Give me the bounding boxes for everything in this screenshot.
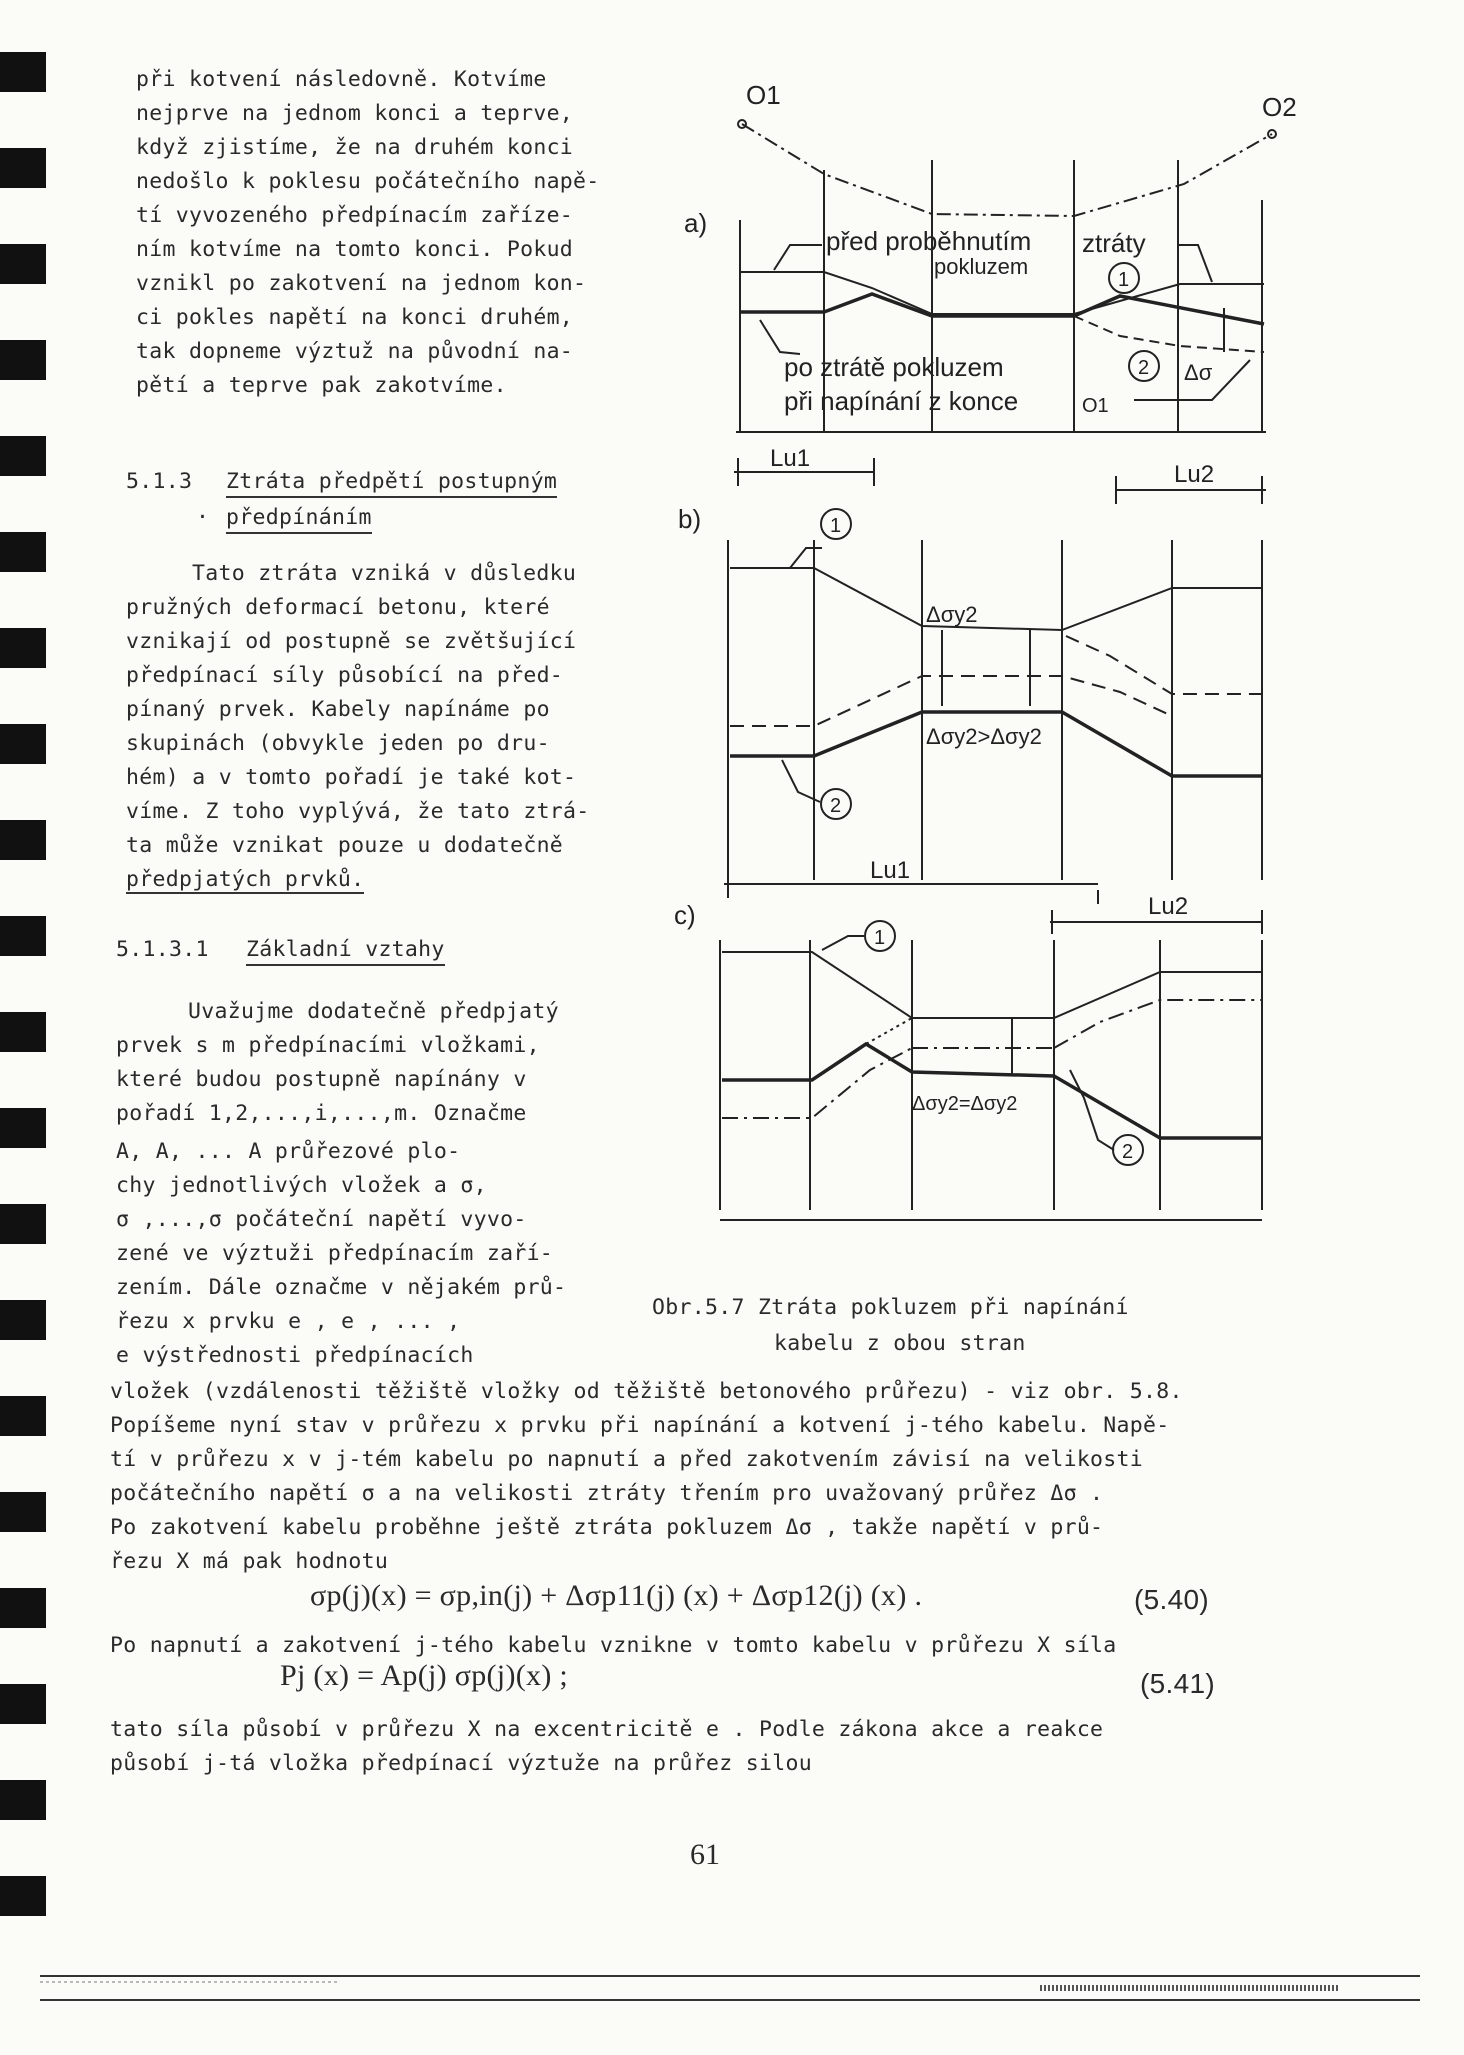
text-line: nedošlo k poklesu počátečního napě- bbox=[136, 169, 600, 194]
text-line: pružných deformací betonu, které bbox=[126, 595, 550, 620]
equation-5-41: Pj (x) = Ap(j) σp(j)(x) ; bbox=[280, 1659, 569, 1692]
text-line: nejprve na jednom konci a teprve, bbox=[136, 101, 574, 126]
text-line: e výstřednosti předpínacích bbox=[116, 1343, 474, 1368]
text-line: pořadí 1,2,...,i,...,m. Označme bbox=[116, 1101, 527, 1126]
circle-number: 2 bbox=[1138, 357, 1150, 379]
text-line: Po zakotvení kabelu proběhne ještě ztráta pokluzem Δσ , takže napětí v prů- bbox=[110, 1515, 1104, 1540]
text-line: řezu x prvku e , e , ... , bbox=[116, 1309, 461, 1334]
text-line: Po napnutí a zakotvení j-tého kabelu vznikne v tomto kabelu v průřezu X síla bbox=[110, 1633, 1117, 1658]
text-line: pínaný prvek. Kabely napínáme po bbox=[126, 697, 550, 722]
text-line: ta může vznikat pouze u dodatečně bbox=[126, 833, 564, 858]
text-line: Popíšeme nyní stav v průřezu x prvku při napínání a kotvení j-tého kabelu. Napě- bbox=[110, 1413, 1170, 1438]
text-line: tak dopneme výztuž na původní na- bbox=[136, 339, 574, 364]
text-line: σ ,...,σ počáteční napětí vyvo- bbox=[116, 1207, 527, 1232]
annotation: O1 bbox=[1082, 395, 1109, 417]
annotation: Δσ bbox=[1184, 360, 1213, 385]
text-line: Uvažujme dodatečně předpjatý bbox=[188, 999, 559, 1024]
text-line: předpínací síly působící na před- bbox=[126, 663, 564, 688]
section-title: předpínáním bbox=[226, 506, 372, 534]
node-label: O2 bbox=[1262, 92, 1297, 122]
text-line: které budou postupně napínány v bbox=[116, 1067, 527, 1092]
section-title: Základní vztahy bbox=[246, 938, 445, 966]
figure-5-7 bbox=[660, 60, 1310, 1240]
text-line: vznikl po zakotvení na jednom kon- bbox=[136, 271, 587, 296]
scan-noise-strip bbox=[40, 1970, 1440, 2004]
annotation: při napínání z konce bbox=[784, 386, 1019, 416]
annotation: po ztrátě pokluzem bbox=[784, 352, 1004, 382]
panel-label: a) bbox=[684, 208, 708, 238]
dimension-label: Lu1 bbox=[870, 857, 911, 884]
text-line: působí j-tá vložka předpínací výztuže na průřez silou bbox=[110, 1751, 812, 1776]
dimension-label: Lu2 bbox=[1148, 893, 1189, 920]
text-line: při kotvení následovně. Kotvíme bbox=[136, 67, 547, 92]
equation-number: (5.40) bbox=[1134, 1584, 1209, 1615]
text-line: Tato ztráta vzniká v důsledku bbox=[192, 561, 577, 586]
text-line: tí vyvozeného předpínacím zaříze- bbox=[136, 203, 574, 228]
text-line: zením. Dále označme v nějakém prů- bbox=[116, 1275, 567, 1300]
section-number: 5.1.3.1 bbox=[116, 937, 209, 962]
equation-5-40: σp(j)(x) = σp,in(j) + Δσp11(j) (x) + Δσp12(j) (x) . bbox=[310, 1579, 923, 1612]
panel-label: b) bbox=[678, 504, 702, 534]
text-line: zené ve výztuži předpínacím zaří- bbox=[116, 1241, 554, 1266]
dimension-label: Lu2 bbox=[1174, 461, 1215, 488]
page-text: při kotvení následovně. Kotvíme nejprve na jednom konci a teprve, když zjistíme, že na druhém konci nedošlo k poklesu počátečního napě- tí vyvozeného předpínacím zaříze- ním kotvíme na tomto konci. Pokud vznikl po zakotvení na jednom kon- ci pokles napětí na konci druhém, tak dopneme výztuž na původní na- pětí a teprve pak zakotvíme. 5.1.3 Ztráta předpětí postupným · předpínáním Tato ztráta vzniká v důsledku pružných deformací betonu, které vznikají od postupně se zvětšující předpínací síly působící na před- pínaný prvek. Kabely napínáme po skupinách (obvykle jeden po dru- hém) a v tomto pořadí je také kot- víme. Z toho vyplývá, že tato ztrá- ta může vznikat pouze u dodatečně předpjatých prvků. 5.1.3.1 Základní vztahy Uvažujme dodatečně předpjatý prvek s m předpínacími vložkami, které budou postupně napínány v pořadí 1,2,...,i,...,m. Označme A, A, ... A průřezové plo- chy jednotlivých vložek a σ, σ ,...,σ počáteční napětí vyvo- zené ve výztuži předpínacím zaří- zením. Dále označme v nějakém prů- řezu x prvku e , e , ... , e výstřednosti předpínacích vložek (vzdálenosti těžiště vložky od těžiště betonového průřezu) - viz obr. 5.8. Popíšeme nyní stav v průřezu x prvku při napínání a kotvení j-tého kabelu. Napě- tí v průřezu x v j-tém kabelu po napnutí a před zakotvením závisí na velikosti počátečního napětí σ a na velikosti ztráty třením pro uvažovaný průřez Δσ . Po zakotvení kabelu proběhne ještě ztráta pokluzem Δσ , takže napětí v prů- řezu X má pak hodnotu σp(j)(x) = σp,in(j) + Δσp11(j) (x) + Δσp12(j) (x) . (5.40) Po napnutí a zakotvení j-tého kabelu vznikne v tomto kabelu v průřezu X síla Pj (x) = Ap(j) σp(j)(x) ; (5.41) tato síla působí v průřezu X na excentricitě e . Podle zákona akce a reakce působí j-tá vložka předpínací výztuže na průřez silou Obr.5.7 Ztráta pokluzem při napínání kabelu z obou stran bbox=[110, 67, 1215, 1776]
text-line: pětí a teprve pak zakotvíme. bbox=[136, 373, 507, 398]
equation-number: (5.41) bbox=[1140, 1668, 1215, 1699]
figure-caption: kabelu z obou stran bbox=[774, 1331, 1026, 1356]
text-line: tato síla působí v průřezu X na excentricitě e . Podle zákona akce a reakce bbox=[110, 1717, 1104, 1742]
annotation: pokluzem bbox=[934, 254, 1029, 279]
text-line: ci pokles napětí na konci druhém, bbox=[136, 305, 574, 330]
text-line: chy jednotlivých vložek a σ, bbox=[116, 1173, 487, 1198]
text-line: víme. Z toho vyplývá, že tato ztrá- bbox=[126, 799, 590, 824]
page-number: 61 bbox=[690, 1838, 720, 1871]
figure-caption: Obr.5.7 Ztráta pokluzem při napínání bbox=[652, 1295, 1129, 1320]
text-line: hém) a v tomto pořadí je také kot- bbox=[126, 765, 577, 790]
circle-number: 1 bbox=[830, 515, 842, 537]
node-label: O1 bbox=[746, 80, 781, 110]
dimension-label: Lu1 bbox=[770, 445, 811, 472]
annotation: Δσy2=Δσy2 bbox=[912, 1093, 1018, 1115]
text-line: vložek (vzdálenosti těžiště vložky od těžiště betonového průřezu) - viz obr. 5.8. bbox=[110, 1379, 1183, 1404]
section-title: Ztráta předpětí postupným bbox=[226, 470, 557, 498]
circle-number: 1 bbox=[874, 927, 886, 949]
text-line: řezu X má pak hodnotu bbox=[110, 1549, 389, 1574]
text-line: skupinách (obvykle jeden po dru- bbox=[126, 731, 550, 756]
text-line: předpjatých prvků. bbox=[126, 867, 365, 892]
text-line: A, A, ... A průřezové plo- bbox=[116, 1139, 461, 1164]
text-line: tí v průřezu x v j-tém kabelu po napnutí a před zakotvením závisí na velikosti bbox=[110, 1447, 1144, 1472]
circle-number: 2 bbox=[830, 795, 842, 817]
annotation: ztráty bbox=[1082, 228, 1146, 258]
text-line: počátečního napětí σ a na velikosti ztráty třením pro uvažovaný průřez Δσ . bbox=[110, 1481, 1104, 1506]
annotation: Δσy2>Δσy2 bbox=[926, 724, 1042, 749]
annotation: Δσy2 bbox=[926, 602, 978, 627]
text-line: vznikají od postupně se zvětšující bbox=[126, 629, 577, 654]
text-line: když zjistíme, že na druhém konci bbox=[136, 135, 574, 160]
text-line: ním kotvíme na tomto konci. Pokud bbox=[136, 237, 574, 262]
circle-number: 1 bbox=[1118, 269, 1130, 291]
annotation: před proběhnutím bbox=[826, 226, 1032, 256]
section-number: 5.1.3 bbox=[126, 469, 193, 494]
panel-label: c) bbox=[674, 900, 696, 930]
circle-number: 2 bbox=[1122, 1141, 1134, 1163]
text-line: prvek s m předpínacími vložkami, bbox=[116, 1033, 540, 1058]
